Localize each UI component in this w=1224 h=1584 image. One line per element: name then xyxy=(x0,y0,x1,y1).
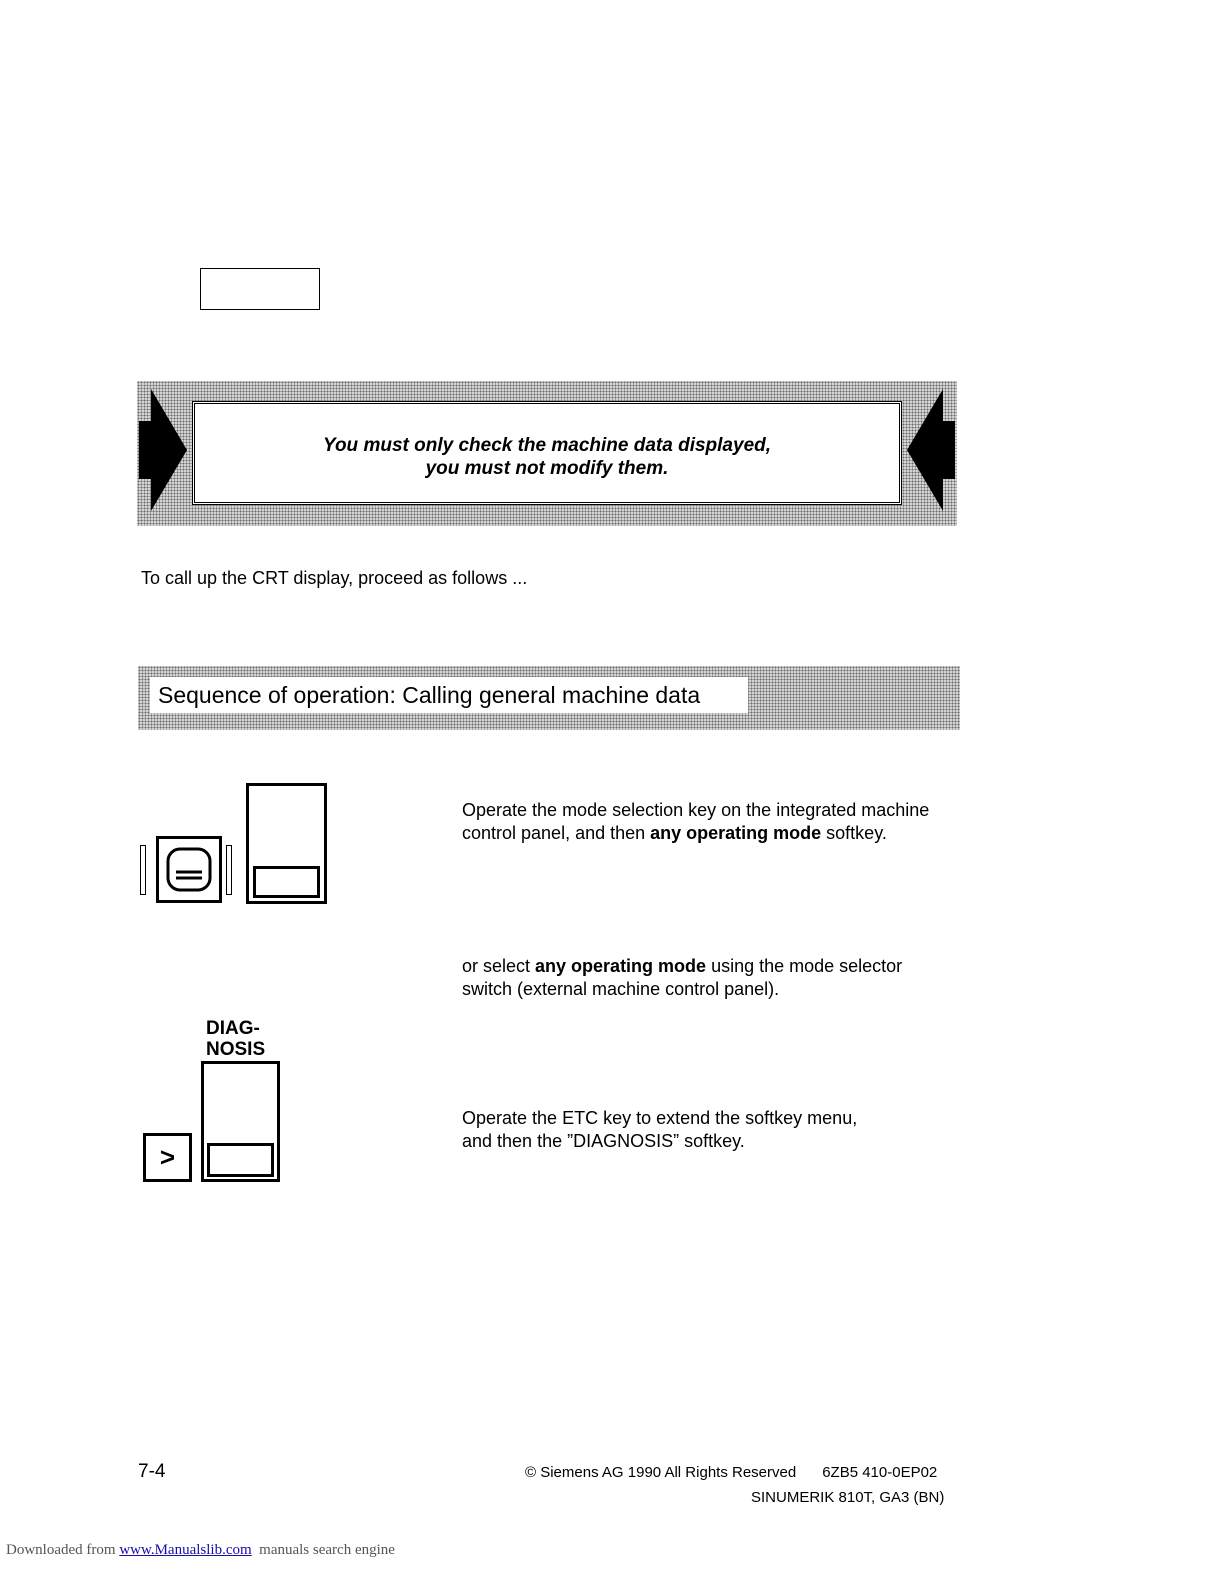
step-3-text xyxy=(462,1107,857,1153)
operating-mode-softkey[interactable] xyxy=(246,783,327,904)
doc-code: 6ZB5 410-0EP02 xyxy=(822,1464,938,1481)
right-arrow-stem xyxy=(941,421,955,479)
page-number: 7-4 xyxy=(138,1461,166,1482)
step-3-line-2: and then the ”DIAGNOSIS” softkey. xyxy=(462,1131,745,1151)
step-1-text xyxy=(462,799,929,845)
copyright-line xyxy=(525,1464,937,1481)
step-2-line-1-pre: or select xyxy=(462,956,536,976)
step-2-line-1-post: using the mode selector xyxy=(706,956,903,976)
warning-line-1: You must only check the machine data displayed, xyxy=(322,435,772,456)
warning-banner xyxy=(137,381,957,526)
empty-header-box xyxy=(200,268,320,310)
left-arrow-icon xyxy=(151,389,187,511)
step-1-line-1: Operate the mode selection key on the integrated machine xyxy=(462,800,930,820)
softkey-button-face xyxy=(253,866,320,898)
right-arrow-icon xyxy=(907,389,943,511)
download-prefix: Downloaded from xyxy=(6,1542,120,1558)
mode-selection-key[interactable] xyxy=(156,836,222,903)
copyright-text: © Siemens AG 1990 All Rights Reserved xyxy=(525,1464,797,1481)
diagnosis-label xyxy=(206,1018,265,1060)
step-2-line-1 xyxy=(462,955,902,978)
step-2-line-1-bold: any operating mode xyxy=(535,956,707,976)
step-1-line-2-pre: control panel, and then xyxy=(462,823,651,843)
download-bar xyxy=(6,1542,395,1559)
sequence-banner xyxy=(138,666,960,730)
diagnosis-softkey[interactable] xyxy=(201,1061,280,1182)
step-1-line-2-bold: any operating mode xyxy=(650,823,822,843)
warning-box xyxy=(192,401,902,505)
mode-key-left-bar xyxy=(140,845,146,895)
product-name: SINUMERIK 810T, GA3 (BN) xyxy=(751,1489,945,1506)
mode-key-right-bar xyxy=(226,845,232,895)
softkey-button-face xyxy=(207,1143,274,1177)
intro-text: To call up the CRT display, proceed as follows ... xyxy=(141,568,528,588)
step-1-line-2-post: softkey. xyxy=(821,823,887,843)
etc-key[interactable]: > xyxy=(143,1133,192,1182)
left-arrow-stem xyxy=(139,421,153,479)
diagnosis-label-line-2: NOSIS xyxy=(206,1039,266,1060)
warning-text xyxy=(195,434,899,480)
diagnosis-label-line-1: DIAG- xyxy=(206,1018,260,1039)
step-2-text xyxy=(462,955,902,1001)
step-1-line-2 xyxy=(462,822,929,845)
sequence-title: Sequence of operation: Calling general machine data xyxy=(158,682,701,708)
warning-line-2: you must not modify them. xyxy=(425,458,669,479)
manualslib-link[interactable]: www.Manualslib.com xyxy=(119,1542,252,1558)
sequence-title-box xyxy=(150,677,748,713)
crt-screen-icon xyxy=(159,839,219,900)
step-2-line-2: switch (external machine control panel). xyxy=(462,979,780,999)
download-suffix: manuals search engine xyxy=(251,1542,395,1558)
step-3-line-1: Operate the ETC key to extend the softkey menu, xyxy=(462,1108,858,1128)
